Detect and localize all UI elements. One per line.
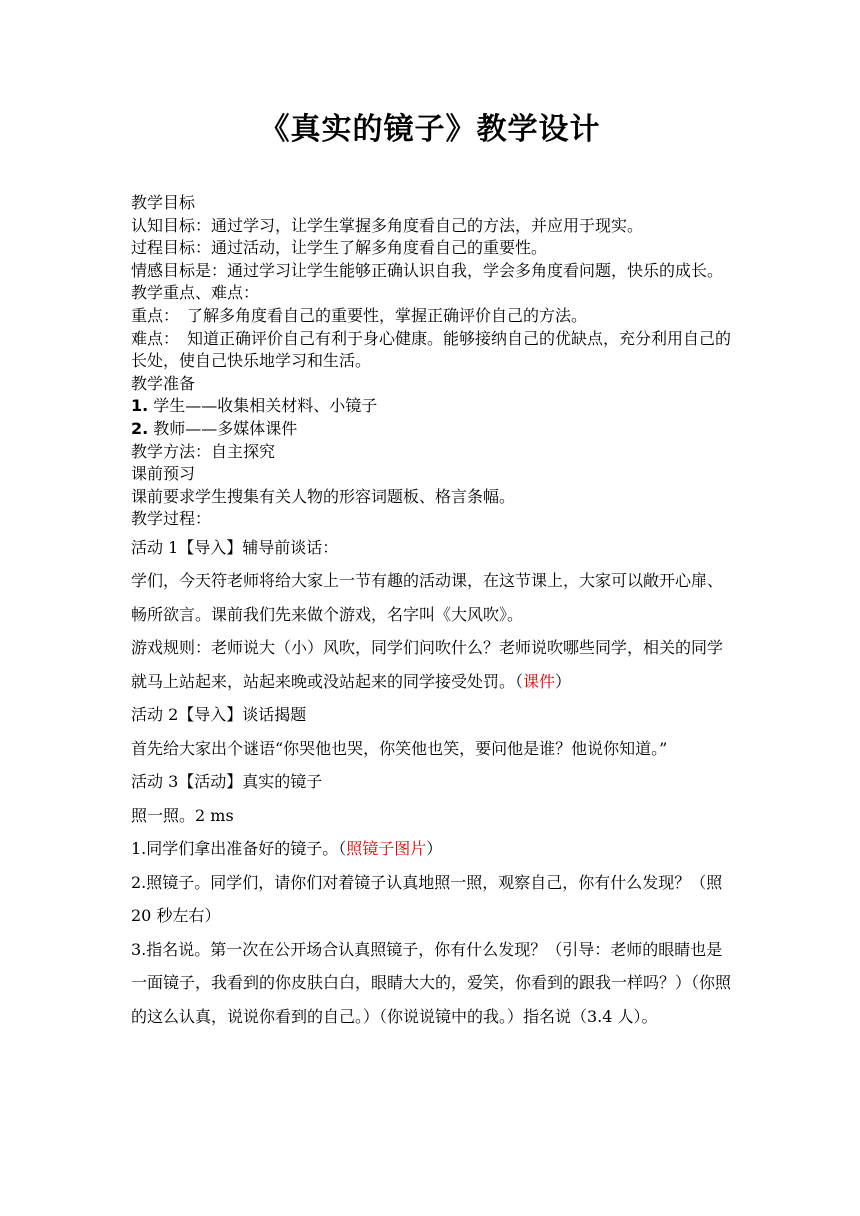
document-body bbox=[131, 192, 735, 1033]
activity3-step-1 bbox=[131, 832, 735, 866]
closing-paren: ） bbox=[555, 671, 572, 691]
closing-paren: ） bbox=[426, 839, 443, 859]
activity3-subheading: 照一照。2 ms bbox=[131, 805, 234, 825]
teaching-method: 教学方法：自主探究 bbox=[131, 441, 276, 461]
prep-item-teacher bbox=[131, 418, 735, 441]
preview-text: 课前要求学生搜集有关人物的形容词题板、格言条幅。 bbox=[131, 486, 516, 506]
activity3-step-2: 2.照镜子。同学们，请你们对着镜子认真地照一照，观察自己，你有什么发现？（照 20 秒左右） bbox=[131, 872, 728, 926]
goal-emotion: 情感目标是：通过学习让学生能够正确认识自我，学会多角度看问题，快乐的成长。 bbox=[131, 260, 724, 280]
process-heading: 教学过程： bbox=[131, 509, 212, 529]
step1-text: 1.同学们拿出准备好的镜子。（ bbox=[131, 839, 347, 859]
rules-text: 游戏规则：老师说大（小）风吹，同学们问吹什么？老师说吹哪些同学，相关的同学就马上站起来，站起来晚或没站起来的同学接受处罚。（ bbox=[131, 638, 724, 691]
prep-heading: 教学准备 bbox=[131, 373, 196, 393]
activity1-paragraph-2 bbox=[131, 631, 735, 698]
prep-item-text: 教师——多媒体课件 bbox=[148, 418, 298, 438]
prep-item-student bbox=[131, 395, 735, 418]
activity1-paragraph-1: 学们，今天符老师将给大家上一节有趣的活动课，在这节课上，大家可以敞开心扉、畅所欲言。课前我们先来做个游戏，名字叫《大风吹》。 bbox=[131, 571, 724, 624]
key-point: 重点： 了解多角度看自己的重要性，掌握正确评价自己的方法。 bbox=[131, 305, 588, 325]
courseware-label: 课件 bbox=[523, 671, 556, 691]
prep-item-text: 学生——收集相关材料、小镜子 bbox=[148, 396, 378, 416]
difficulty-point: 难点： 知道正确评价自己有利于身心健康。能够接纳自己的优缺点，充分利用自己的长处，使自己快乐地学习和生活。 bbox=[131, 328, 732, 371]
list-number: 2. bbox=[131, 418, 149, 438]
activity2-heading: 活动 2【导入】谈话揭题 bbox=[131, 705, 307, 725]
goal-cognitive: 认知目标：通过学习，让学生掌握多角度看自己的方法，并应用于现实。 bbox=[131, 215, 644, 235]
activity3-heading: 活动 3【活动】真实的镜子 bbox=[131, 772, 323, 792]
activity2-paragraph: 首先给大家出个谜语“你哭他也哭，你笑他也笑，要问他是谁？他说你知道。” bbox=[131, 738, 668, 758]
activity1-heading: 活动 1【导入】辅导前谈话： bbox=[131, 537, 339, 557]
key-heading: 教学重点、难点： bbox=[131, 283, 260, 303]
preview-heading: 课前预习 bbox=[131, 464, 196, 484]
activity3-step-3: 3.指名说。第一次在公开场合认真照镜子，你有什么发现？（引导：老师的眼睛也是一面镜子，我看到的你皮肤白白，眼睛大大的，爱笑，你看到的跟我一样吗？）（你照的这么认真，说说你看到的自己。）（你说说镜中的我。）指名说（3.4 人）。 bbox=[131, 939, 732, 1026]
goal-process: 过程目标：通过活动，让学生了解多角度看自己的重要性。 bbox=[131, 238, 548, 258]
goals-heading: 教学目标 bbox=[131, 193, 196, 212]
mirror-image-label: 照镜子图片 bbox=[346, 839, 427, 859]
page-title: 《真实的镜子》教学设计 bbox=[259, 112, 601, 147]
list-number: 1. bbox=[131, 396, 149, 416]
